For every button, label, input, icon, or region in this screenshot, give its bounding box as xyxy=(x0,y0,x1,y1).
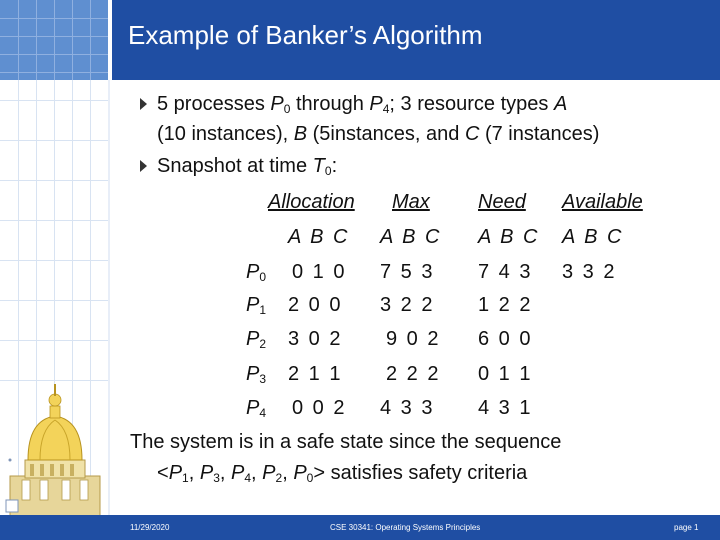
text: > satisfies safety criteria xyxy=(313,462,528,484)
subscript: 4 xyxy=(382,102,390,116)
conclusion-line-2 xyxy=(157,461,527,485)
text: P xyxy=(168,462,183,484)
max-cell: 9 0 2 xyxy=(386,328,441,350)
max-cell: 2 2 2 xyxy=(386,363,441,385)
text: Need xyxy=(478,191,526,213)
text: A B C xyxy=(478,226,540,248)
allocation-cell: 2 1 1 xyxy=(288,363,343,385)
text: T xyxy=(312,155,325,177)
text: ; 3 resource types xyxy=(389,93,554,115)
text: Allocation xyxy=(268,191,355,213)
subscript: 3 xyxy=(259,372,267,386)
text: through xyxy=(290,93,370,115)
bullet-1-line-1 xyxy=(157,92,567,116)
header-allocation xyxy=(268,190,355,214)
available-cell: 3 3 2 xyxy=(562,261,617,283)
text: P xyxy=(246,261,260,283)
bullet-arrow-icon xyxy=(140,160,147,172)
need-cell: 1 2 2 xyxy=(478,294,533,316)
subscript: 0 xyxy=(283,102,291,116)
process-label xyxy=(246,362,266,386)
subscript: 4 xyxy=(259,406,267,420)
header-max xyxy=(392,190,430,214)
text: 5 processes xyxy=(157,93,271,115)
subscript: 4 xyxy=(244,471,252,485)
subscript: 3 xyxy=(213,471,220,485)
process-label xyxy=(246,396,266,420)
need-cell: 6 0 0 xyxy=(478,328,533,350)
text: (10 instances), xyxy=(157,123,294,145)
subscript: 2 xyxy=(259,337,267,351)
slide-title: Example of Banker’s Algorithm xyxy=(128,20,483,50)
text: A B C xyxy=(562,226,624,248)
text: P xyxy=(246,328,260,350)
text: , xyxy=(219,462,231,484)
text: , xyxy=(188,462,200,484)
subscript: 1 xyxy=(182,471,189,485)
text: P xyxy=(270,93,284,115)
subscript: 1 xyxy=(259,303,267,317)
text: (5instances, and xyxy=(307,123,465,145)
subscript: 0 xyxy=(306,471,314,485)
text: P xyxy=(246,294,260,316)
text: P xyxy=(246,397,260,419)
text: A B C xyxy=(380,226,442,248)
footer-course: CSE 30341: Operating Systems Principles xyxy=(330,523,481,532)
subheader-need xyxy=(478,225,540,249)
header-need xyxy=(478,190,526,214)
need-cell: 4 3 1 xyxy=(478,397,533,419)
text: P xyxy=(231,462,245,484)
text: P xyxy=(293,462,307,484)
process-label xyxy=(246,260,266,284)
text: P xyxy=(246,363,260,385)
text: P xyxy=(199,462,214,484)
max-cell: 3 2 2 xyxy=(380,294,435,316)
header-available xyxy=(562,190,643,214)
bullet-1-line-2 xyxy=(157,122,599,146)
bullet-2-line xyxy=(157,154,337,178)
footer-page: page 1 xyxy=(674,523,699,532)
text: : xyxy=(331,155,338,177)
text: (7 instances) xyxy=(479,123,600,145)
text: P xyxy=(262,462,276,484)
allocation-cell: 3 0 2 xyxy=(288,328,343,350)
subscript: 2 xyxy=(275,471,283,485)
subheader-available xyxy=(562,225,624,249)
text: A B C xyxy=(288,226,350,248)
text: , xyxy=(282,462,294,484)
text: P xyxy=(369,93,383,115)
footer-date: 11/29/2020 xyxy=(130,523,170,532)
text: , xyxy=(251,462,263,484)
text: Max xyxy=(392,191,430,213)
text: A xyxy=(553,93,568,115)
allocation-cell: 0 1 0 xyxy=(292,261,347,283)
text: B xyxy=(293,123,308,145)
need-cell: 0 1 1 xyxy=(478,363,533,385)
text: Snapshot at time xyxy=(157,155,313,177)
text: Available xyxy=(562,191,643,213)
allocation-cell: 0 0 2 xyxy=(292,397,347,419)
bullet-arrow-icon xyxy=(140,98,147,110)
subscript: 0 xyxy=(259,270,267,284)
conclusion-line-1: The system is in a safe state since the sequence xyxy=(130,431,562,453)
allocation-cell: 2 0 0 xyxy=(288,294,343,316)
max-cell: 7 5 3 xyxy=(380,261,435,283)
subscript: 0 xyxy=(324,164,332,178)
process-label xyxy=(246,327,266,351)
subheader-allocation xyxy=(288,225,350,249)
text: < xyxy=(157,462,169,484)
need-cell: 7 4 3 xyxy=(478,261,533,283)
subheader-max xyxy=(380,225,442,249)
slide-footer xyxy=(0,515,720,540)
max-cell: 4 3 3 xyxy=(380,397,435,419)
text: C xyxy=(464,123,480,145)
process-label xyxy=(246,293,266,317)
